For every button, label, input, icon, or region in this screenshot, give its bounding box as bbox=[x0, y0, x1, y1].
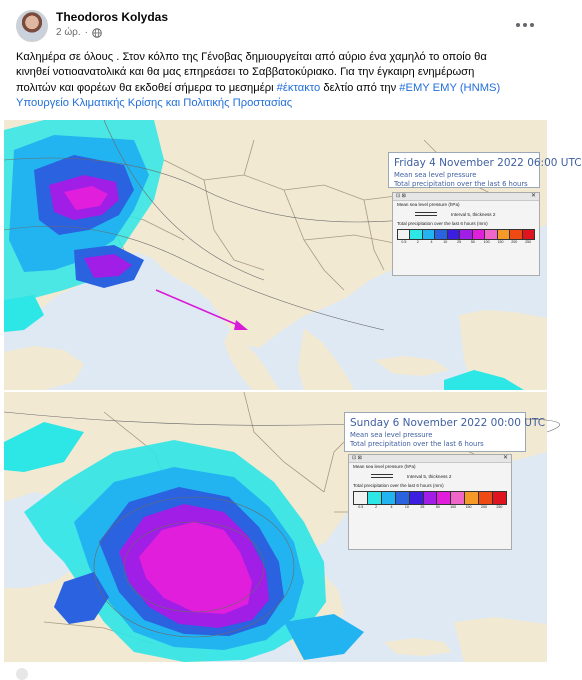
post-time[interactable]: 2 ώρ. bbox=[56, 27, 81, 38]
isobar-symbol bbox=[371, 474, 393, 478]
colorbar-swatch bbox=[498, 230, 510, 239]
post-header bbox=[0, 0, 551, 44]
colorbar-tick: 100 bbox=[483, 240, 490, 244]
map-title-friday: Friday 4 November 2022 06:00 UTC bbox=[394, 157, 582, 169]
colorbar-tick: 50 bbox=[470, 240, 475, 244]
separator-dot: · bbox=[84, 27, 88, 38]
colorbar-swatch bbox=[523, 230, 534, 239]
colorbar-swatch bbox=[382, 492, 396, 504]
colorbar-ticks bbox=[397, 240, 535, 244]
colorbar-tick: 2 bbox=[416, 240, 419, 244]
isobar-symbol bbox=[415, 212, 437, 216]
colorbar-swatch bbox=[368, 492, 382, 504]
more-options-button[interactable] bbox=[513, 16, 537, 34]
reactions-bar[interactable] bbox=[0, 664, 551, 676]
legend-panel-friday bbox=[392, 192, 540, 276]
panel-interval-label: Interval 5, thickness 2 bbox=[407, 473, 452, 479]
colorbar-tick: 100 bbox=[450, 505, 457, 509]
more-options-icon bbox=[516, 23, 520, 27]
map-title-sunday: Sunday 6 November 2022 00:00 UTC bbox=[350, 417, 546, 429]
post-body bbox=[16, 50, 536, 112]
colorbar-ticks bbox=[353, 505, 507, 509]
panel-pressure-label: Mean sea level pressure (hPa) bbox=[397, 202, 460, 207]
colorbar-swatch bbox=[479, 492, 493, 504]
colorbar-tick: 250 bbox=[496, 505, 503, 509]
colorbar-swatch bbox=[465, 492, 479, 504]
colorbar-swatch bbox=[473, 230, 485, 239]
map-line2-friday: Total precipitation over the last 6 hours bbox=[394, 180, 528, 188]
colorbar-swatch bbox=[460, 230, 472, 239]
colorbar-tick: 2 bbox=[375, 505, 378, 509]
colorbar-swatch bbox=[410, 230, 422, 239]
colorbar-tick: 10 bbox=[404, 505, 409, 509]
colorbar-swatch bbox=[451, 492, 465, 504]
panel-interval-label: Interval 5, thickness 2 bbox=[451, 211, 496, 217]
post-text-line-1: Καλημέρα σε όλους . Στον κόλπο της Γένοβας δημιουργείται από αύριο ένα χαμηλό το οποίο θα bbox=[16, 51, 487, 63]
colorbar-tick: 50 bbox=[435, 505, 440, 509]
colorbar-tick: 4 bbox=[430, 240, 433, 244]
colorbar-swatch bbox=[423, 230, 435, 239]
colorbar-swatch bbox=[410, 492, 424, 504]
colorbar-tick: 10 bbox=[443, 240, 448, 244]
panel-titlebar: ⊡ ⊠ ✕ bbox=[393, 193, 539, 201]
forecast-map-sunday[interactable] bbox=[4, 392, 547, 662]
post-text-line-2: κινηθεί νοτιοανατολικά και θα μας επηρεάσει το Σαββατοκύριακο. Για την έγκαιρη ενημέρωση bbox=[16, 66, 475, 79]
colorbar-swatch bbox=[448, 230, 460, 239]
colorbar-swatch bbox=[354, 492, 368, 504]
colorbar-tick: 200 bbox=[480, 505, 487, 509]
reactions-icon bbox=[16, 668, 28, 680]
colorbar-swatch bbox=[398, 230, 410, 239]
colorbar-tick: 25 bbox=[457, 240, 462, 244]
colorbar-tick: 0.5 bbox=[358, 505, 364, 509]
colorbar-tick: 250 bbox=[525, 240, 532, 244]
avatar[interactable] bbox=[16, 10, 48, 42]
panel-precip-label: Total precipitation over the last 6 hours (mm) bbox=[397, 221, 488, 226]
hashtag-ektakto[interactable]: #έκτακτο bbox=[276, 81, 321, 94]
post-text-line-3: πολιτών και φορέων θα εκδοθεί σήμερα το μεσημέρι #έκτακτο δελτίο από την #ΕΜΥ ΕΜΥ (HNMS) bbox=[16, 81, 501, 94]
colorbar-swatch bbox=[485, 230, 497, 239]
ministry-link[interactable]: Υπουργείο Κλιματικής Κρίσης και Πολιτικής Προστασίας bbox=[16, 97, 293, 110]
colorbar-tick: 200 bbox=[511, 240, 518, 244]
colorbar-swatch bbox=[493, 492, 506, 504]
panel-titlebar: ⊡ ⊠ ✕ bbox=[349, 455, 511, 463]
colorbar-tick: 150 bbox=[465, 505, 472, 509]
colorbar-swatch bbox=[435, 230, 447, 239]
colorbar-tick: 25 bbox=[420, 505, 425, 509]
map-legend-sunday bbox=[344, 412, 546, 452]
colorbar-swatch bbox=[396, 492, 410, 504]
close-icon[interactable]: ✕ bbox=[502, 455, 508, 461]
author-name[interactable]: Theodoros Kolydas bbox=[56, 10, 169, 24]
colorbar-tick: 150 bbox=[497, 240, 504, 244]
map-line2-sunday: Total precipitation over the last 6 hours bbox=[350, 440, 484, 448]
colorbar-swatch bbox=[510, 230, 522, 239]
precip-colorbar bbox=[397, 229, 535, 240]
post-meta bbox=[56, 27, 102, 38]
close-icon[interactable]: ✕ bbox=[530, 193, 536, 199]
colorbar-swatch bbox=[437, 492, 451, 504]
globe-icon bbox=[92, 28, 102, 38]
colorbar-tick: 0.5 bbox=[401, 240, 407, 244]
colorbar-swatch bbox=[424, 492, 438, 504]
post-text-line-4 bbox=[16, 96, 536, 111]
map-line1-friday: Mean sea level pressure bbox=[394, 171, 477, 179]
map-line1-sunday: Mean sea level pressure bbox=[350, 431, 433, 439]
map-legend-friday bbox=[388, 152, 582, 188]
forecast-map-friday[interactable] bbox=[4, 120, 582, 390]
colorbar-tick: 4 bbox=[390, 505, 393, 509]
precip-colorbar bbox=[353, 491, 507, 505]
panel-pressure-label: Mean sea level pressure (hPa) bbox=[353, 464, 416, 469]
legend-panel-sunday bbox=[348, 454, 512, 550]
panel-precip-label: Total precipitation over the last 6 hours (mm) bbox=[353, 483, 444, 488]
hashtag-emy[interactable]: #ΕΜΥ ΕΜΥ (HNMS) bbox=[399, 81, 501, 94]
